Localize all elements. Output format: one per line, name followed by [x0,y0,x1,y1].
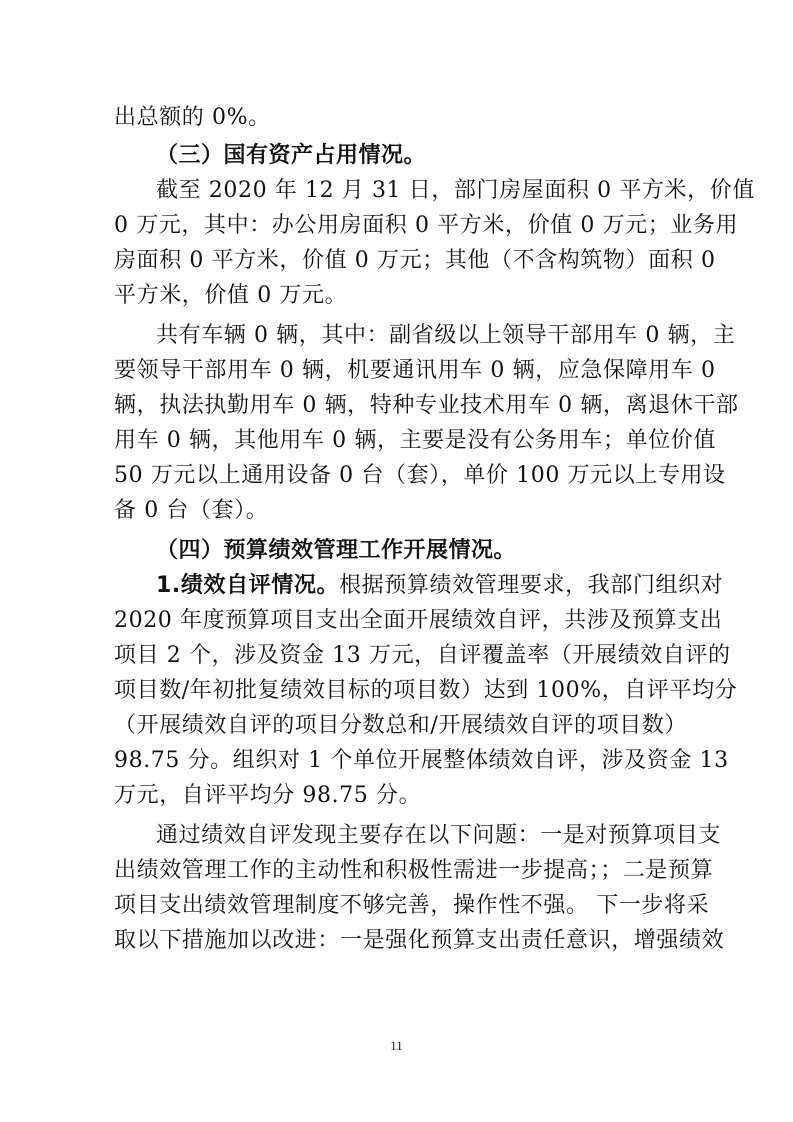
body-line: 备 0 台（套）。 [114,498,269,523]
body-line-mixed [156,570,724,602]
body-line: 平方米，价值 0 万元。 [114,283,348,308]
body-line: 房面积 0 平方米，价值 0 万元；其他（不含构筑物）面积 0 [114,248,716,273]
body-line: 50 万元以上通用设备 0 台（套），单价 100 万元以上专用设 [114,463,726,488]
body-line: 98.75 分。组织对 1 个单位开展整体绩效自评，涉及资金 13 [114,748,729,773]
body-text-run: 根据预算绩效管理要求，我部门组织对 [339,573,724,598]
body-line: 要领导干部用车 0 辆，机要通讯用车 0 辆，应急保障用车 0 [114,358,716,383]
body-line: 通过绩效自评发现主要存在以下问题：一是对预算项目支 [156,823,722,848]
body-line: 项目支出绩效管理制度不够完善，操作性不强。 下一步将采 [114,893,710,918]
body-line: 辆，执法执勤用车 0 辆，特种专业技术用车 0 辆，离退休干部 [114,393,739,418]
body-line: 出总额的 0%。 [114,105,271,130]
body-line: 取以下措施加以改进：一是强化预算支出责任意识，增强绩效 [114,928,725,953]
body-line: 出绩效管理工作的主动性和积极性需进一步提高；；二是预算 [114,858,714,883]
section-heading-assets: （三）国有资产占用情况。 [156,143,427,168]
body-line: 项目数/年初批复绩效目标的项目数）达到 100%，自评平均分 [114,678,738,703]
body-line: （开展绩效自评的项目分数总和/开展绩效自评的项目数） [114,713,688,738]
body-line: 截至 2020 年 12 月 31 日，部门房屋面积 0 平方米，价值 [156,178,755,203]
body-line: 用车 0 辆，其他用车 0 辆，主要是没有公务用车；单位价值 [114,428,716,453]
section-heading-performance: （四）预算绩效管理工作开展情况。 [156,538,517,563]
body-line: 2020 年度预算项目支出全面开展绩效自评，共涉及预算支出 [114,608,723,633]
body-line: 共有车辆 0 辆，其中：副省级以上领导干部用车 0 辆，主 [156,323,736,348]
body-line: 0 万元，其中：办公用房面积 0 平方米，价值 0 万元；业务用 [114,213,739,238]
body-line: 项目 2 个，涉及资金 13 万元，自评覆盖率（开展绩效自评的 [114,643,731,668]
body-line: 万元，自评平均分 98.75 分。 [114,783,422,808]
page-number: 11 [390,1038,403,1053]
subheading-self-evaluation: 1.绩效自评情况。 [156,573,340,598]
